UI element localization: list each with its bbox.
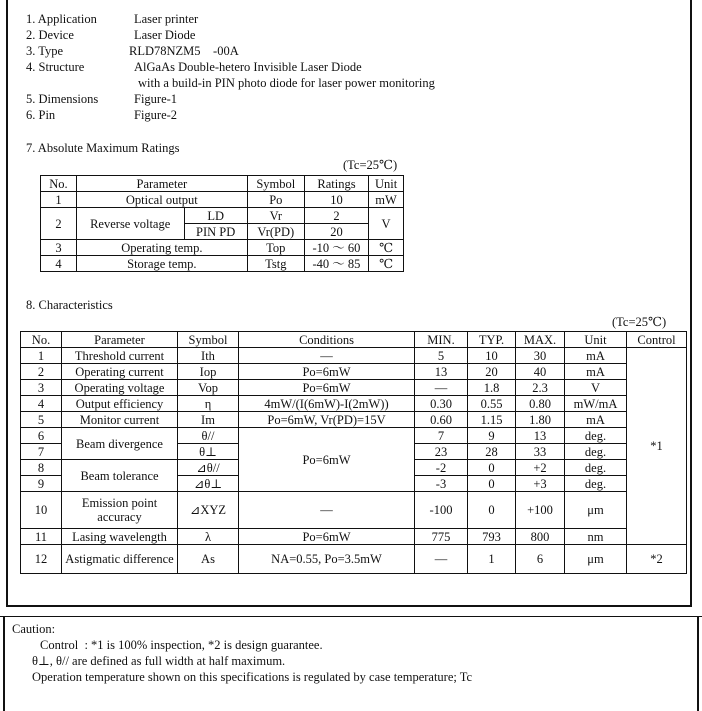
cell-param: Threshold current bbox=[62, 348, 178, 364]
caution-notes bbox=[12, 621, 472, 685]
spec-value: Laser Diode bbox=[134, 28, 196, 42]
spec-value: Figure-2 bbox=[134, 108, 178, 122]
column-header: Unit bbox=[369, 176, 404, 192]
cell-no: 1 bbox=[21, 348, 62, 364]
column-header: Conditions bbox=[239, 332, 415, 348]
spec-value: RLD78NZM5 -00A bbox=[129, 44, 239, 58]
cell-min: -3 bbox=[415, 476, 468, 492]
cell-no: 2 bbox=[21, 364, 62, 380]
cell-symbol: ⊿XYZ bbox=[178, 492, 239, 529]
cell-no: 10 bbox=[21, 492, 62, 529]
table-row bbox=[21, 545, 687, 574]
cell-no: 2 bbox=[41, 208, 77, 240]
spec-row bbox=[26, 11, 435, 27]
cell-unit: deg. bbox=[565, 428, 627, 444]
spec-value: Figure-1 bbox=[134, 92, 178, 106]
column-header: Parameter bbox=[62, 332, 178, 348]
cell-no: 3 bbox=[21, 380, 62, 396]
table-row bbox=[21, 348, 687, 364]
cell-min: 23 bbox=[415, 444, 468, 460]
spec-row bbox=[26, 43, 435, 59]
condition-label: (Tc=25℃) bbox=[343, 158, 398, 172]
cell-typ: 1.15 bbox=[468, 412, 516, 428]
cell-unit: mW bbox=[369, 192, 404, 208]
divider bbox=[697, 616, 699, 711]
cell-min: — bbox=[415, 380, 468, 396]
column-header: MAX. bbox=[516, 332, 565, 348]
cell-max: +2 bbox=[516, 460, 565, 476]
cell-min: 775 bbox=[415, 529, 468, 545]
table-row bbox=[21, 412, 687, 428]
cell-param: Beam tolerance bbox=[62, 460, 178, 492]
cell-unit: mA bbox=[565, 348, 627, 364]
spec-value: AlGaAs Double-hetero Invisible Laser Diode bbox=[134, 60, 362, 74]
cell-symbol: Top bbox=[247, 240, 304, 256]
cell-unit: ℃ bbox=[369, 256, 404, 272]
cell-symbol: θ// bbox=[178, 428, 239, 444]
cell-conditions: — bbox=[239, 348, 415, 364]
cell-param: Operating current bbox=[62, 364, 178, 380]
cell-conditions: Po=6mW bbox=[239, 428, 415, 492]
table-row bbox=[21, 428, 687, 444]
cell-typ: 0 bbox=[468, 492, 516, 529]
spec-list bbox=[26, 11, 435, 123]
cell-min: -2 bbox=[415, 460, 468, 476]
cell-symbol: λ bbox=[178, 529, 239, 545]
spec-key: 3. Type bbox=[26, 44, 64, 58]
column-header: MIN. bbox=[415, 332, 468, 348]
cell-rating: 20 bbox=[304, 224, 368, 240]
cell-symbol: η bbox=[178, 396, 239, 412]
cell-no: 4 bbox=[21, 396, 62, 412]
cell-unit: μm bbox=[565, 545, 627, 574]
cell-subparam: LD bbox=[184, 208, 247, 224]
cell-conditions: — bbox=[239, 492, 415, 529]
cell-conditions: Po=6mW, Vr(PD)=15V bbox=[239, 412, 415, 428]
spec-key: 4. Structure bbox=[26, 60, 85, 74]
table-row bbox=[21, 380, 687, 396]
cell-symbol: Iop bbox=[178, 364, 239, 380]
cell-unit: deg. bbox=[565, 476, 627, 492]
section-title-characteristics: 8. Characteristics bbox=[26, 298, 113, 312]
cell-no: 7 bbox=[21, 444, 62, 460]
cell-typ: 9 bbox=[468, 428, 516, 444]
cell-typ: 0.55 bbox=[468, 396, 516, 412]
cell-symbol: Vr bbox=[247, 208, 304, 224]
spec-row bbox=[26, 107, 435, 123]
caution-title: Caution: bbox=[12, 622, 56, 636]
cell-min: 13 bbox=[415, 364, 468, 380]
cell-param: Astigmatic difference bbox=[62, 545, 178, 574]
cell-no: 3 bbox=[41, 240, 77, 256]
column-header: No. bbox=[21, 332, 62, 348]
cell-rating: -10 ～ 60 bbox=[304, 240, 368, 256]
spec-key: 6. Pin bbox=[26, 108, 56, 122]
cell-typ: 28 bbox=[468, 444, 516, 460]
cell-rating: -40 ～ 85 bbox=[304, 256, 368, 272]
cell-symbol: ⊿θ// bbox=[178, 460, 239, 476]
cell-unit: nm bbox=[565, 529, 627, 545]
cell-typ: 10 bbox=[468, 348, 516, 364]
cell-rating: 10 bbox=[304, 192, 368, 208]
column-header: Symbol bbox=[178, 332, 239, 348]
cell-max: 30 bbox=[516, 348, 565, 364]
cell-symbol: Tstg bbox=[247, 256, 304, 272]
cell-no: 1 bbox=[41, 192, 77, 208]
cell-symbol: As bbox=[178, 545, 239, 574]
cell-param: Beam divergence bbox=[62, 428, 178, 460]
cell-rating: 2 bbox=[304, 208, 368, 224]
spec-key: 2. Device bbox=[26, 28, 74, 42]
cell-param: Reverse voltage bbox=[76, 208, 184, 240]
cell-max: 33 bbox=[516, 444, 565, 460]
column-header: Unit bbox=[565, 332, 627, 348]
cell-min: 0.60 bbox=[415, 412, 468, 428]
cell-max: 800 bbox=[516, 529, 565, 545]
cell-unit: mA bbox=[565, 364, 627, 380]
spec-key: 1. Application bbox=[26, 12, 97, 26]
cell-min: -100 bbox=[415, 492, 468, 529]
table-row bbox=[21, 492, 687, 529]
cell-min: 7 bbox=[415, 428, 468, 444]
condition-label: (Tc=25℃) bbox=[612, 315, 667, 329]
cell-param: Lasing wavelength bbox=[62, 529, 178, 545]
cell-no: 12 bbox=[21, 545, 62, 574]
cell-control: *1 bbox=[627, 348, 687, 545]
cell-typ: 793 bbox=[468, 529, 516, 545]
cell-conditions: Po=6mW bbox=[239, 529, 415, 545]
column-header: Symbol bbox=[247, 176, 304, 192]
spec-row bbox=[26, 75, 435, 91]
cell-param: Operating temp. bbox=[76, 240, 247, 256]
cell-param: Emission point accuracy bbox=[62, 492, 178, 529]
cell-symbol: Im bbox=[178, 412, 239, 428]
table-header-row bbox=[21, 332, 687, 348]
cell-max: 2.3 bbox=[516, 380, 565, 396]
caution-line: θ⊥, θ// are defined as full width at half maximum. bbox=[32, 654, 286, 668]
cell-conditions: 4mW/(I(6mW)-I(2mW)) bbox=[239, 396, 415, 412]
cell-typ: 20 bbox=[468, 364, 516, 380]
cell-param: Monitor current bbox=[62, 412, 178, 428]
cell-max: 40 bbox=[516, 364, 565, 380]
cell-no: 4 bbox=[41, 256, 77, 272]
cell-unit: ℃ bbox=[369, 240, 404, 256]
cell-typ: 1 bbox=[468, 545, 516, 574]
cell-unit: deg. bbox=[565, 444, 627, 460]
cell-max: +100 bbox=[516, 492, 565, 529]
caution-line: Operation temperature shown on this specifications is regulated by case temperature; Tc bbox=[32, 670, 473, 684]
cell-symbol: Po bbox=[247, 192, 304, 208]
absolute-max-ratings-table bbox=[40, 175, 404, 272]
column-header: Control bbox=[627, 332, 687, 348]
spec-value: Laser printer bbox=[134, 12, 199, 26]
divider bbox=[3, 616, 5, 711]
column-header: TYP. bbox=[468, 332, 516, 348]
cell-max: 1.80 bbox=[516, 412, 565, 428]
cell-max: 13 bbox=[516, 428, 565, 444]
cell-symbol: Ith bbox=[178, 348, 239, 364]
section-title-amr: 7. Absolute Maximum Ratings bbox=[26, 141, 180, 155]
cell-max: 6 bbox=[516, 545, 565, 574]
cell-conditions: NA=0.55, Po=3.5mW bbox=[239, 545, 415, 574]
spec-row bbox=[26, 27, 435, 43]
cell-unit: μm bbox=[565, 492, 627, 529]
table-row bbox=[21, 364, 687, 380]
cell-control: *2 bbox=[627, 545, 687, 574]
cell-symbol: Vr(PD) bbox=[247, 224, 304, 240]
cell-typ: 1.8 bbox=[468, 380, 516, 396]
cell-param: Storage temp. bbox=[76, 256, 247, 272]
cell-param: Operating voltage bbox=[62, 380, 178, 396]
table-row bbox=[41, 256, 404, 272]
spec-row bbox=[26, 59, 435, 75]
cell-unit: deg. bbox=[565, 460, 627, 476]
column-header: Parameter bbox=[76, 176, 247, 192]
cell-min: — bbox=[415, 545, 468, 574]
cell-unit: mA bbox=[565, 412, 627, 428]
cell-no: 9 bbox=[21, 476, 62, 492]
spec-value: with a build-in PIN photo diode for laser power monitoring bbox=[138, 76, 435, 90]
spec-key: 5. Dimensions bbox=[26, 92, 99, 106]
cell-min: 0.30 bbox=[415, 396, 468, 412]
cell-typ: 0 bbox=[468, 476, 516, 492]
divider bbox=[0, 616, 702, 617]
caution-line: Control : *1 is 100% inspection, *2 is design guarantee. bbox=[40, 638, 323, 652]
characteristics-table bbox=[20, 331, 687, 574]
column-header: Ratings bbox=[304, 176, 368, 192]
cell-no: 11 bbox=[21, 529, 62, 545]
cell-symbol: Vop bbox=[178, 380, 239, 396]
spec-row bbox=[26, 91, 435, 107]
cell-conditions: Po=6mW bbox=[239, 364, 415, 380]
cell-max: +3 bbox=[516, 476, 565, 492]
cell-unit: V bbox=[369, 208, 404, 240]
column-header: No. bbox=[41, 176, 77, 192]
cell-conditions: Po=6mW bbox=[239, 380, 415, 396]
cell-no: 5 bbox=[21, 412, 62, 428]
cell-subparam: PIN PD bbox=[184, 224, 247, 240]
cell-symbol: ⊿θ⊥ bbox=[178, 476, 239, 492]
table-header-row bbox=[41, 176, 404, 192]
table-row bbox=[21, 529, 687, 545]
cell-min: 5 bbox=[415, 348, 468, 364]
cell-symbol: θ⊥ bbox=[178, 444, 239, 460]
table-row bbox=[41, 208, 404, 224]
cell-no: 6 bbox=[21, 428, 62, 444]
table-row bbox=[41, 240, 404, 256]
cell-no: 8 bbox=[21, 460, 62, 476]
cell-param: Optical output bbox=[76, 192, 247, 208]
cell-unit: V bbox=[565, 380, 627, 396]
table-row bbox=[21, 396, 687, 412]
cell-typ: 0 bbox=[468, 460, 516, 476]
table-row bbox=[41, 192, 404, 208]
cell-max: 0.80 bbox=[516, 396, 565, 412]
cell-param: Output efficiency bbox=[62, 396, 178, 412]
cell-unit: mW/mA bbox=[565, 396, 627, 412]
